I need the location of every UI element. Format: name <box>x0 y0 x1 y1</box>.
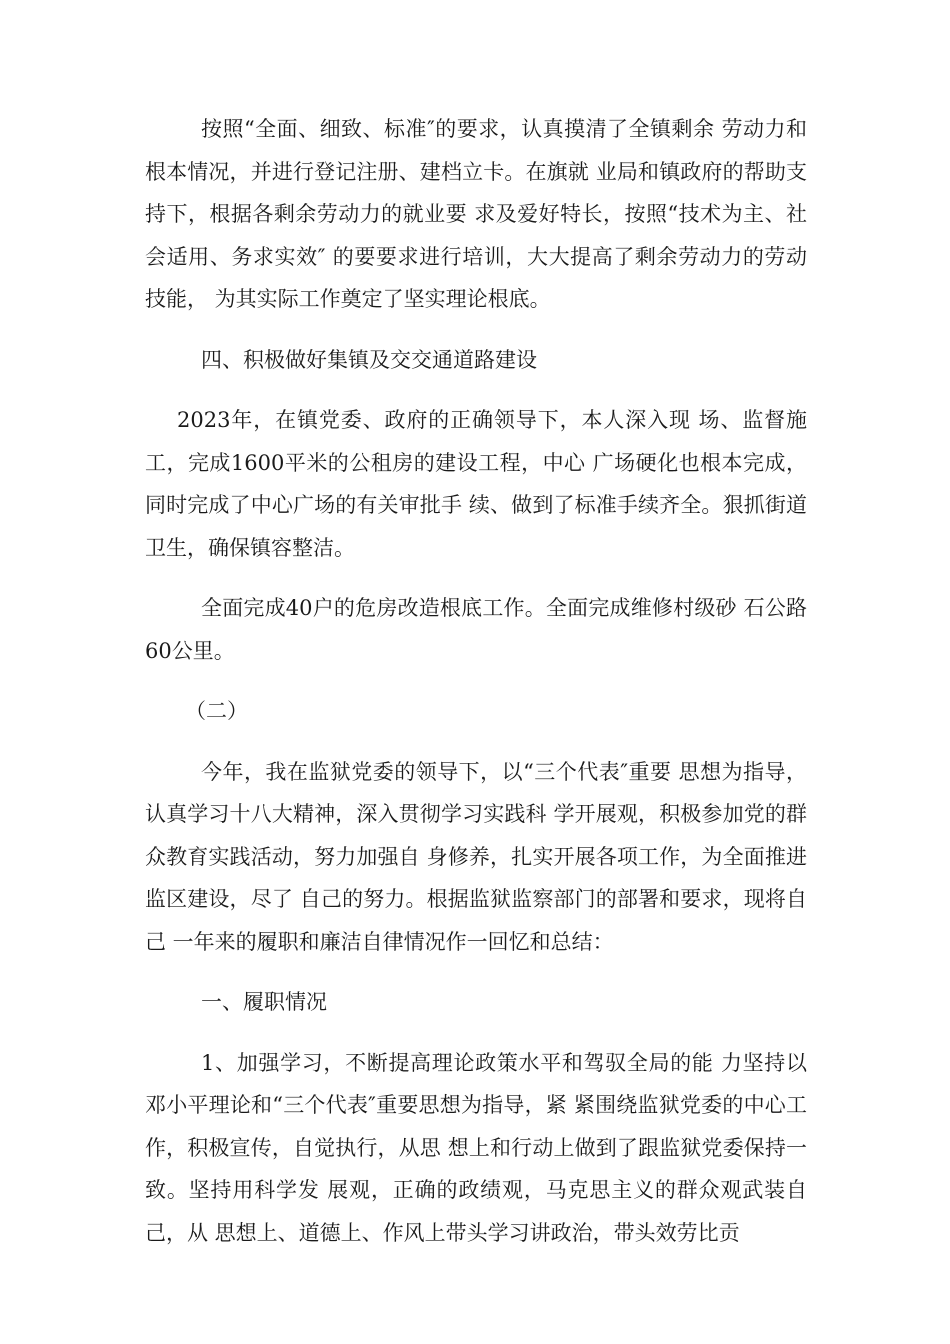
section-heading-part-two: （二） <box>185 699 248 723</box>
section-heading-duty-performance: 一、履职情况 <box>201 990 327 1014</box>
document-body <box>145 108 807 1272</box>
paragraph-strengthen-study: 1、加强学习，不断提高理论政策水平和驾驭全局的能 力坚持以邓小平理论和“三个代表″重要思想为指导，紧 紧围绕监狱党委的中心工作，积极宣传，自觉执行，从思 想上和行动上做到了跟监狱党委保持一致。坚持用科学发 展观，正确的政绩观，马克思主义的群众观武装自己，从 思想上、道德上、作风上带头学习讲政治，带头效劳比贡 <box>145 1050 807 1245</box>
section-heading-town-roads: 四、积极做好集镇及交交通道路建设 <box>201 347 537 372</box>
paragraph-housing-construction: 2023年，在镇党委、政府的正确领导下，本人深入现 场、监督施工，完成1600平米的公租房的建设工程，中心 广场硬化也根本完成，同时完成了中心广场的有关审批手 续、做到了标准手续齐全。狠抓街道卫生，确保镇容整洁。 <box>145 408 807 560</box>
paragraph-house-renovation: 全面完成40户的危房改造根底工作。全面完成维修村级砂 石公路60公里。 <box>145 596 807 663</box>
paragraph-labor-training: 按照“全面、细致、标准″的要求，认真摸清了全镇剩余 劳动力和根本情况，并进行登记注册、建档立卡。在旗就 业局和镇政府的帮助支持下，根据各剩余劳动力的就业要 求及爱好特长，按照“技术为主、社会适用、务求实效″ 的要要求进行培训，大大提高了剩余劳动力的劳动技能， 为其实际工作奠定了坚实理论根底。 <box>145 117 807 311</box>
paragraph-prison-intro: 今年，我在监狱党委的领导下，以“三个代表″重要 思想为指导，认真学习十八大精神，深入贯彻学习实践科 学开展观，积极参加党的群众教育实践活动，努力加强自 身修养，扎实开展各项工作，为全面推进监区建设，尽了 自己的努力。根据监狱监察部门的部署和要求，现将自己 一年来的履职和廉洁自律情况作一回忆和总结： <box>145 759 807 954</box>
